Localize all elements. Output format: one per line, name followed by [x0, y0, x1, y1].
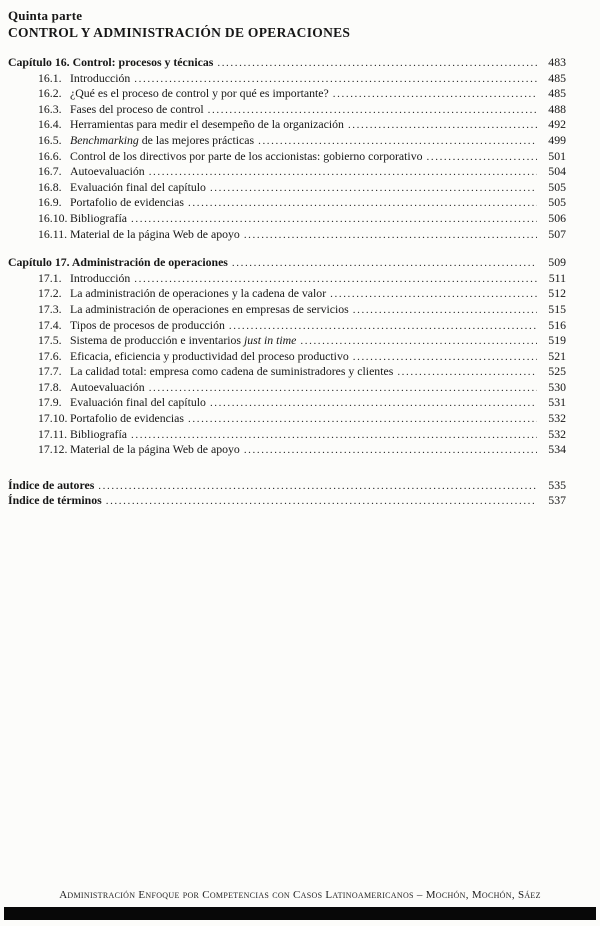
page-number: 507	[548, 226, 566, 241]
page-number: 483	[548, 55, 566, 69]
entry-title: Capítulo 16. Control: procesos y técnicas	[8, 55, 214, 69]
dot-leader	[188, 195, 537, 211]
entry-number: 16.5.	[38, 132, 62, 147]
entry-title: La calidad total: empresa como cadena de suministradores y clientes	[70, 364, 394, 379]
toc-section-row	[8, 211, 566, 227]
entry-number: 16.10.	[38, 210, 68, 225]
dot-leader	[348, 117, 537, 133]
entry-number: 16.3.	[38, 101, 62, 116]
entry-title: Material de la página Web de apoyo	[70, 442, 240, 457]
toc-index-row	[8, 493, 566, 509]
entry-title: Sistema de producción e inventarios just in time	[70, 333, 297, 348]
entry-title: ¿Qué es el proceso de control y por qué es importante?	[70, 86, 329, 101]
dot-leader	[229, 318, 537, 334]
entry-number: 17.7.	[38, 364, 62, 379]
dot-leader	[208, 102, 537, 118]
entry-title: La administración de operaciones en empresas de servicios	[70, 301, 349, 316]
toc-section-row	[8, 442, 566, 458]
entry-number: 17.11.	[38, 426, 68, 441]
toc	[8, 55, 566, 458]
dot-leader	[134, 71, 537, 87]
toc-section-row	[8, 102, 566, 118]
page-number: 485	[548, 86, 566, 101]
toc-section-row	[8, 86, 566, 102]
page-number: 504	[548, 164, 566, 179]
page-number: 505	[548, 195, 566, 210]
page-number: 525	[548, 364, 566, 379]
dot-leader	[149, 164, 537, 180]
entry-number: 16.4.	[38, 117, 62, 132]
entry-title: Eficacia, eficiencia y productividad del proceso productivo	[70, 348, 349, 363]
entry-number: 17.1.	[38, 270, 62, 285]
page-number: 515	[548, 301, 566, 316]
entry-title: Fases del proceso de control	[70, 101, 204, 116]
dot-leader	[427, 149, 537, 165]
toc-section-row	[8, 302, 566, 318]
toc-chapter-row	[8, 255, 566, 271]
entry-title: Portafolio de evidencias	[70, 195, 185, 210]
page-number: 532	[548, 411, 566, 426]
entry-title: Tipos de procesos de producción	[70, 317, 225, 332]
page-number: 499	[548, 132, 566, 147]
toc-chapter-row	[8, 55, 566, 71]
footer-text: Administración Enfoque por Competencias con Casos Latinoamericanos – Mochón, Mochón, Sáez	[59, 889, 541, 901]
part-heading	[8, 8, 566, 42]
dot-leader	[149, 380, 537, 396]
toc-section-row	[8, 427, 566, 443]
entry-title: Índice de términos	[8, 493, 102, 508]
entry-number: 17.3.	[38, 301, 62, 316]
dot-leader	[232, 255, 537, 271]
entry-title: Autoevaluación	[70, 379, 145, 394]
entry-title: Autoevaluación	[70, 164, 145, 179]
entry-title: Evaluación final del capítulo	[70, 395, 206, 410]
toc-section-row	[8, 333, 566, 349]
toc-indices	[8, 478, 566, 509]
toc-section-row	[8, 117, 566, 133]
entry-title: Introducción	[70, 270, 131, 285]
dot-leader	[397, 364, 537, 380]
page-number: 537	[548, 493, 566, 508]
page-number: 485	[548, 70, 566, 85]
page-number: 534	[548, 442, 566, 457]
page-number: 492	[548, 117, 566, 132]
entry-number: 17.12.	[38, 442, 68, 457]
toc-section-row	[8, 149, 566, 165]
dot-leader	[353, 302, 537, 318]
dot-leader	[330, 286, 537, 302]
entry-title: Material de la página Web de apoyo	[70, 226, 240, 241]
entry-number: 17.10.	[38, 411, 68, 426]
book-page	[8, 8, 566, 509]
entry-number: 17.8.	[38, 379, 62, 394]
toc-section-row	[8, 133, 566, 149]
page-number: 505	[548, 179, 566, 194]
dot-leader	[134, 271, 537, 287]
toc-section-row	[8, 364, 566, 380]
entry-title: Bibliografía	[70, 210, 128, 225]
page-number: 512	[548, 286, 566, 301]
entry-number: 17.6.	[38, 348, 62, 363]
page-number: 521	[548, 348, 566, 363]
dot-leader	[131, 211, 537, 227]
entry-title: Capítulo 17. Administración de operaciones	[8, 255, 228, 270]
page-number: 532	[548, 426, 566, 441]
entry-number: 16.2.	[38, 86, 62, 101]
toc-section-row	[8, 195, 566, 211]
entry-number: 17.4.	[38, 317, 62, 332]
page-number: 511	[548, 270, 566, 285]
entry-title: Benchmarking de las mejores prácticas	[70, 132, 255, 147]
dot-leader	[210, 180, 537, 196]
page-number: 531	[548, 395, 566, 410]
dot-leader	[244, 227, 537, 243]
toc-index-row	[8, 478, 566, 494]
entry-title: Control de los directivos por parte de los accionistas: gobierno corporativo	[70, 148, 423, 163]
dot-leader	[353, 349, 537, 365]
toc-section-row	[8, 164, 566, 180]
entry-number: 16.11.	[38, 226, 68, 241]
entry-title: La administración de operaciones y la cadena de valor	[70, 286, 327, 301]
toc-section-row	[8, 318, 566, 334]
entry-title: Índice de autores	[8, 477, 95, 492]
dot-leader	[210, 395, 537, 411]
entry-title: Evaluación final del capítulo	[70, 179, 206, 194]
entry-title: Bibliografía	[70, 426, 128, 441]
dot-leader	[188, 411, 537, 427]
entry-number: 16.9.	[38, 195, 62, 210]
toc-section-row	[8, 395, 566, 411]
dot-leader	[98, 478, 537, 494]
entry-number: 16.8.	[38, 179, 62, 194]
toc-section-row	[8, 349, 566, 365]
page-number: 509	[548, 255, 566, 270]
page-number: 516	[548, 317, 566, 332]
toc-section-row	[8, 271, 566, 287]
toc-section-row	[8, 411, 566, 427]
entry-title: Portafolio de evidencias	[70, 411, 185, 426]
toc-section-row	[8, 227, 566, 243]
dot-leader	[217, 55, 537, 71]
entry-number: 16.1.	[38, 70, 62, 85]
page-number: 506	[548, 210, 566, 225]
dot-leader	[244, 442, 537, 458]
dot-leader	[258, 133, 537, 149]
entry-number: 16.6.	[38, 148, 62, 163]
part-label: Quinta parte	[8, 8, 83, 23]
entry-number: 17.9.	[38, 395, 62, 410]
page-number: 519	[548, 333, 566, 348]
toc-section-row	[8, 286, 566, 302]
dot-leader	[106, 493, 537, 509]
dot-leader	[300, 333, 537, 349]
dot-leader	[131, 427, 537, 443]
page-number: 501	[548, 148, 566, 163]
entry-number: 16.7.	[38, 164, 62, 179]
entry-title: Introducción	[70, 70, 131, 85]
page-number: 488	[548, 101, 566, 116]
page-number: 530	[548, 379, 566, 394]
toc-section-row	[8, 71, 566, 87]
page-number: 535	[548, 477, 566, 492]
footer-bar	[4, 907, 596, 920]
toc-section-row	[8, 380, 566, 396]
entry-number: 17.5.	[38, 333, 62, 348]
dot-leader	[333, 86, 537, 102]
toc-section-row	[8, 180, 566, 196]
entry-number: 17.2.	[38, 286, 62, 301]
part-title: CONTROL Y ADMINISTRACIÓN DE OPERACIONES	[8, 25, 351, 40]
entry-title: Herramientas para medir el desempeño de la organización	[70, 117, 344, 132]
